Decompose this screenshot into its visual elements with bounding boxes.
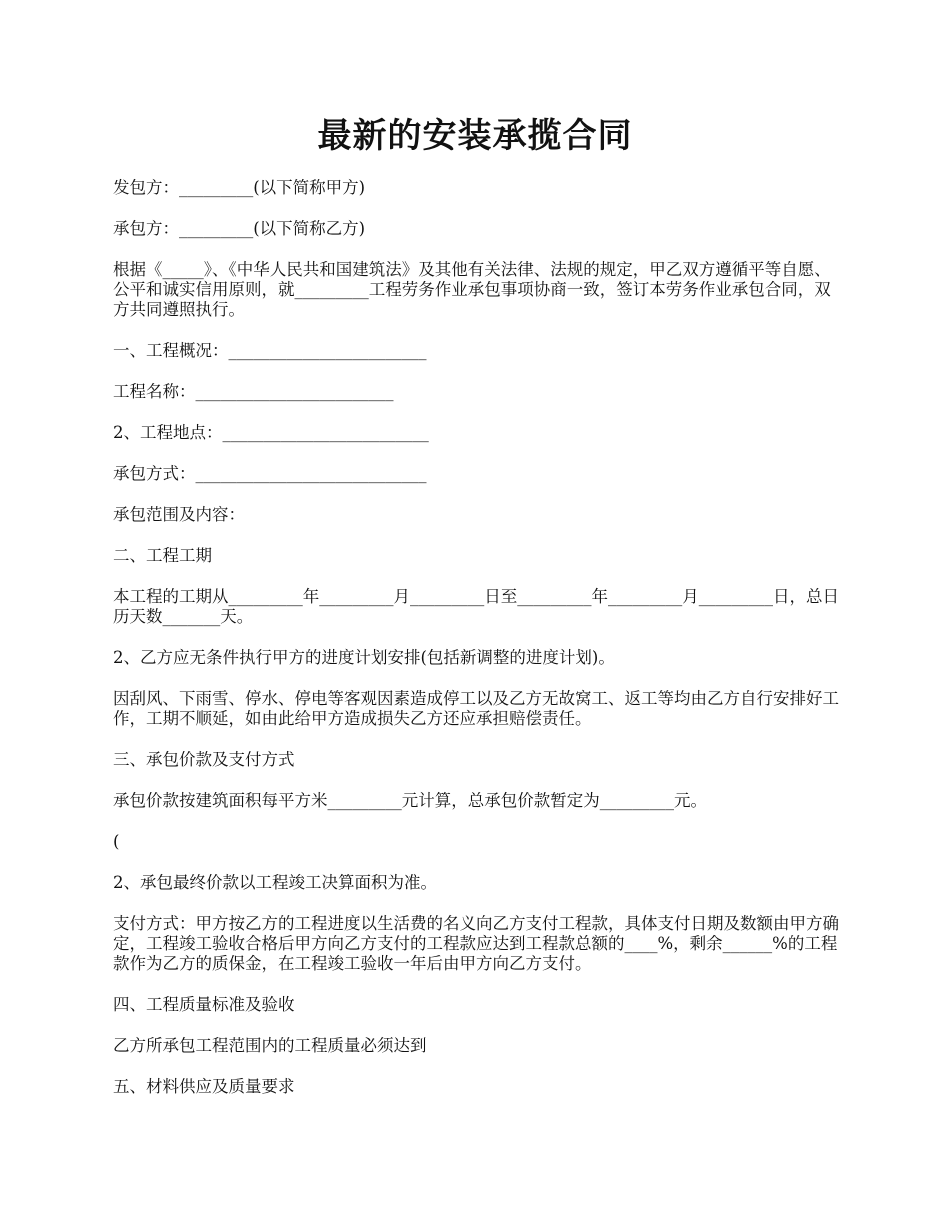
section-heading-schedule: 二、工程工期 bbox=[113, 546, 212, 565]
paragraph-contractor: 承包方：_________(以下简称乙方) bbox=[113, 219, 366, 238]
section-heading-quality: 四、工程质量标准及验收 bbox=[113, 995, 295, 1014]
paragraph-delay-liability: 因刮风、下雨雪、停水、停电等客观因素造成停工以及乙方无故窝工、返工等均由乙方自行安排好工作，工期不顺延，如由此给甲方造成损失乙方还应承担赔偿责任。 bbox=[113, 689, 839, 728]
paragraph-schedule-dates: 本工程的工期从_________年_________月_________日至_________年_________月_________日，总日历天数_______天。 bbox=[113, 587, 839, 626]
section-heading-overview: 一、工程概况：________________________ bbox=[113, 341, 427, 360]
paragraph-contract-method: 承包方式：____________________________ bbox=[113, 464, 427, 483]
document-title: 最新的安装承揽合同 bbox=[317, 116, 633, 156]
paragraph-parenthesis: ( bbox=[113, 832, 120, 851]
paragraph-final-price: 2、承包最终价款以工程竣工决算面积为准。 bbox=[113, 873, 437, 892]
paragraph-price-rate: 承包价款按建筑面积每平方米_________元计算，总承包价款暂定为_________元。 bbox=[113, 791, 707, 810]
paragraph-scope: 承包范围及内容： bbox=[113, 505, 245, 524]
paragraph-employer: 发包方：_________(以下简称甲方) bbox=[113, 178, 366, 197]
paragraph-schedule-compliance: 2、乙方应无条件执行甲方的进度计划安排(包括新调整的进度计划)。 bbox=[113, 648, 615, 667]
paragraph-project-location: 2、工程地点：_________________________ bbox=[113, 423, 429, 442]
section-heading-materials: 五、材料供应及质量要求 bbox=[113, 1077, 295, 1096]
paragraph-project-name: 工程名称：________________________ bbox=[113, 382, 394, 401]
paragraph-payment-method: 支付方式：甲方按乙方的工程进度以生活费的名义向乙方支付工程款，具体支付日期及数额由甲方确定，工程竣工验收合格后甲方向乙方支付的工程款应达到工程款总额的____%，剩余______%的工程款作为乙方的质保金，在工程竣工验收一年后由甲方向乙方支付。 bbox=[113, 914, 839, 973]
paragraph-preamble: 根据《_____》、《中华人民共和国建筑法》及其他有关法律、法规的规定，甲乙双方遵循平等自愿、公平和诚实信用原则，就_________工程劳务作业承包事项协商一致，签订本劳务作业承包合同，双方共同遵照执行。 bbox=[113, 260, 831, 319]
paragraph-quality-standard: 乙方所承包工程范围内的工程质量必须达到 bbox=[113, 1036, 427, 1055]
document-body bbox=[113, 178, 841, 1118]
section-heading-price: 三、承包价款及支付方式 bbox=[113, 750, 295, 769]
